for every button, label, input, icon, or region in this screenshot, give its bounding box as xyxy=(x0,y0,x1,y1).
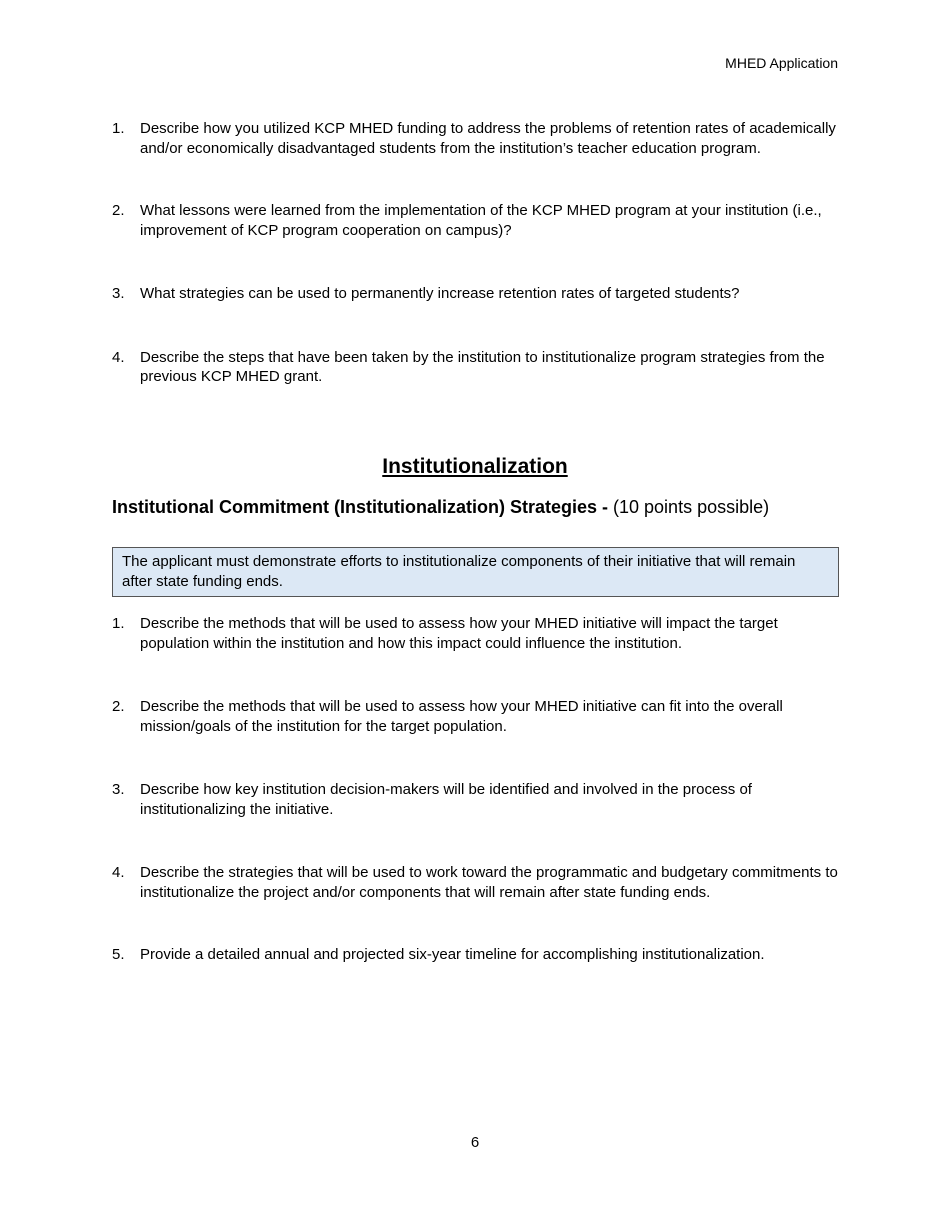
item-text: Describe the steps that have been taken by the institution to institutionalize program strategies from the previous KCP MHED grant. xyxy=(140,348,825,385)
item-number: 1. xyxy=(112,615,125,632)
item-number: 3. xyxy=(112,285,125,302)
section-subheading xyxy=(112,497,769,518)
list-item xyxy=(112,284,838,304)
item-text: What lessons were learned from the implementation of the KCP MHED program at your institution (i.e., improvement of KCP program cooperation on campus)? xyxy=(140,202,822,239)
item-number: 5. xyxy=(112,946,125,963)
item-text: Provide a detailed annual and projected six-year timeline for accomplishing institutionalization. xyxy=(140,946,765,963)
subheading-points: (10 points possible) xyxy=(608,497,770,517)
subheading-title: Institutional Commitment (Institutionalization) Strategies - xyxy=(112,497,609,517)
item-number: 1. xyxy=(112,120,125,137)
question-list-retention xyxy=(112,119,838,387)
list-item xyxy=(112,863,838,902)
item-number: 4. xyxy=(112,348,125,366)
list-item xyxy=(112,119,838,158)
item-number: 2. xyxy=(112,202,125,219)
item-text: Describe how key institution decision-makers will be identified and involved in the process of institutionalizing the initiative. xyxy=(140,781,752,818)
item-number: 3. xyxy=(112,781,125,798)
item-number: 2. xyxy=(112,698,125,715)
list-item xyxy=(112,780,838,819)
list-item xyxy=(112,697,838,736)
section-title: Institutionalization xyxy=(382,455,568,478)
item-text: Describe the methods that will be used to assess how your MHED initiative can fit into the overall mission/goals of the institution for the target population. xyxy=(140,698,783,735)
list-item xyxy=(112,945,838,965)
item-number: 4. xyxy=(112,864,125,881)
item-text: Describe the methods that will be used to assess how your MHED initiative will impact the target population within the institution and how this impact could influence the institution. xyxy=(140,615,778,652)
list-item xyxy=(112,348,838,387)
page-number: 6 xyxy=(470,1134,480,1151)
list-item xyxy=(112,201,838,240)
item-text: What strategies can be used to permanently increase retention rates of targeted students? xyxy=(140,285,740,302)
running-header: MHED Application xyxy=(725,55,838,71)
item-text: Describe the strategies that will be used to work toward the programmatic and budgetary commitments to institutionalize the project and/or components that will remain after state funding ends. xyxy=(140,864,838,901)
requirement-callout: The applicant must demonstrate efforts to institutionalize components of their initiative that will remain after state funding ends. xyxy=(112,547,839,597)
item-text: Describe how you utilized KCP MHED funding to address the problems of retention rates of academically and/or economically disadvantaged students from the institution’s teacher education program. xyxy=(140,120,836,157)
question-list-institutionalization xyxy=(112,614,838,965)
list-item xyxy=(112,614,838,653)
